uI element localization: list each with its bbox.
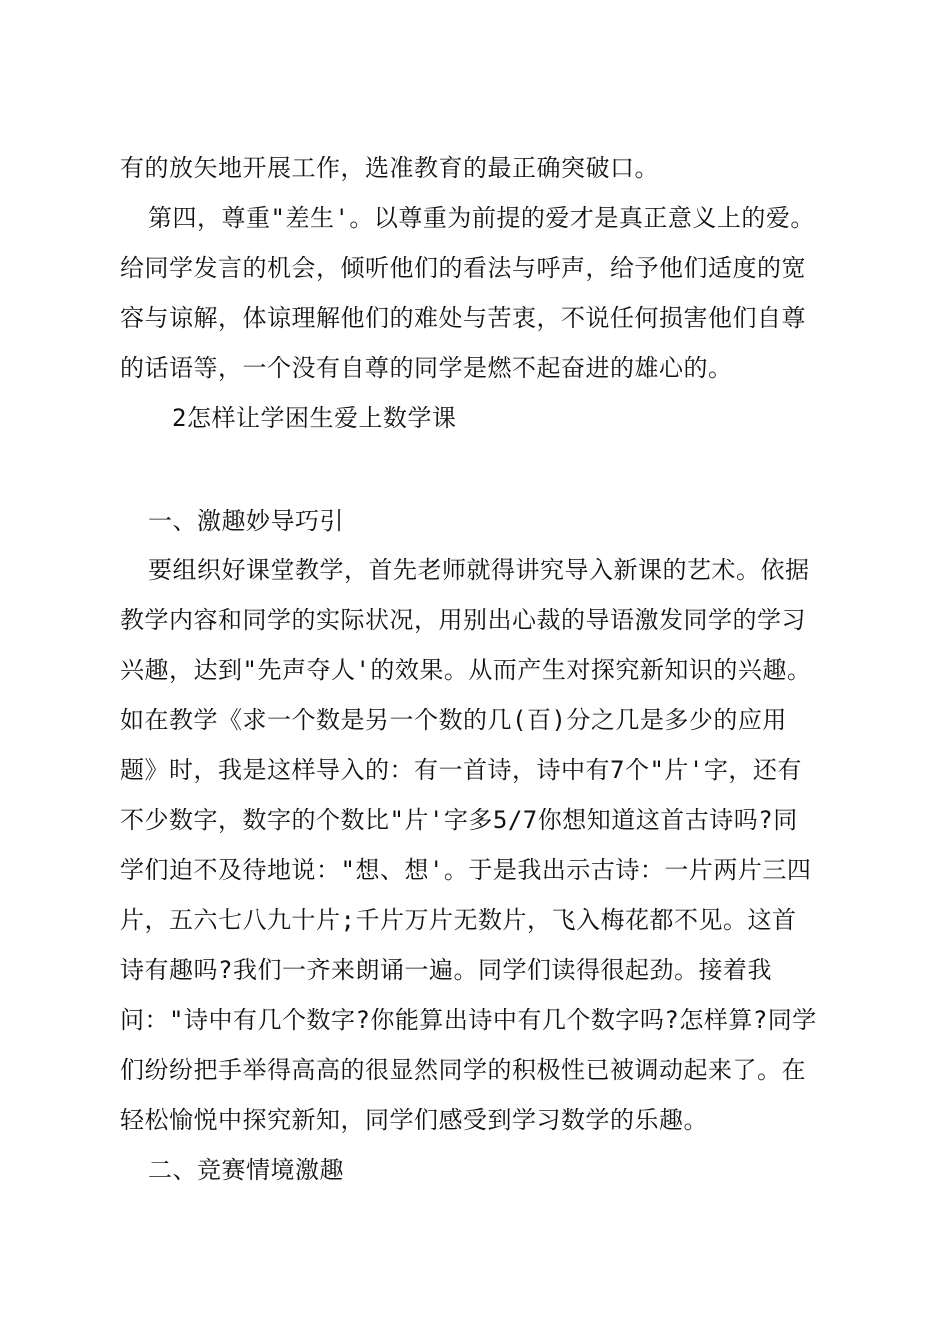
paragraph-line: 容与谅解，体谅理解他们的难处与苦衷，不说任何损害他们自尊 bbox=[120, 304, 806, 332]
paragraph-line: 片，五六七八九十片;千片万片无数片，飞入梅花都不见。这首 bbox=[120, 906, 797, 934]
paragraph-line: 不少数字，数字的个数比"片'字多5/7你想知道这首古诗吗?同 bbox=[120, 806, 798, 834]
paragraph-line: 轻松愉悦中探究新知，同学们感受到学习数学的乐趣。 bbox=[120, 1106, 708, 1134]
section-heading: 二、竞赛情境激趣 bbox=[148, 1156, 344, 1184]
paragraph-line: 们纷纷把手举得高高的很显然同学的积极性已被调动起来了。在 bbox=[120, 1056, 806, 1084]
paragraph-line: 有的放矢地开展工作，选准教育的最正确突破口。 bbox=[120, 154, 659, 182]
paragraph-line: 诗有趣吗?我们一齐来朗诵一遍。同学们读得很起劲。接着我 bbox=[120, 956, 772, 984]
paragraph-line: 题》时，我是这样导入的：有一首诗，诗中有7个"片'字，还有 bbox=[120, 756, 802, 784]
paragraph-line: 问："诗中有几个数字?你能算出诗中有几个数字吗?怎样算?同学 bbox=[120, 1006, 817, 1034]
paragraph-line: 学们迫不及待地说："想、想'。于是我出示古诗：一片两片三四 bbox=[120, 856, 812, 884]
paragraph-line: 要组织好课堂教学，首先老师就得讲究导入新课的艺术。依据 bbox=[148, 556, 810, 584]
paragraph-line: 兴趣，达到"先声夺人'的效果。从而产生对探究新知识的兴趣。 bbox=[120, 656, 812, 684]
paragraph-line: 教学内容和同学的实际状况，用别出心裁的导语激发同学的学习 bbox=[120, 606, 806, 634]
paragraph-line: 如在教学《求一个数是另一个数的几(百)分之几是多少的应用 bbox=[120, 706, 787, 734]
section-heading: 一、激趣妙导巧引 bbox=[148, 507, 344, 535]
paragraph-line: 给同学发言的机会，倾听他们的看法与呼声，给予他们适度的宽 bbox=[120, 254, 806, 282]
section-title: 2怎样让学困生爱上数学课 bbox=[172, 404, 457, 432]
paragraph-line: 第四，尊重"差生'。以尊重为前提的爱才是真正意义上的爱。 bbox=[148, 204, 815, 232]
paragraph-line: 的话语等，一个没有自尊的同学是燃不起奋进的雄心的。 bbox=[120, 354, 733, 382]
